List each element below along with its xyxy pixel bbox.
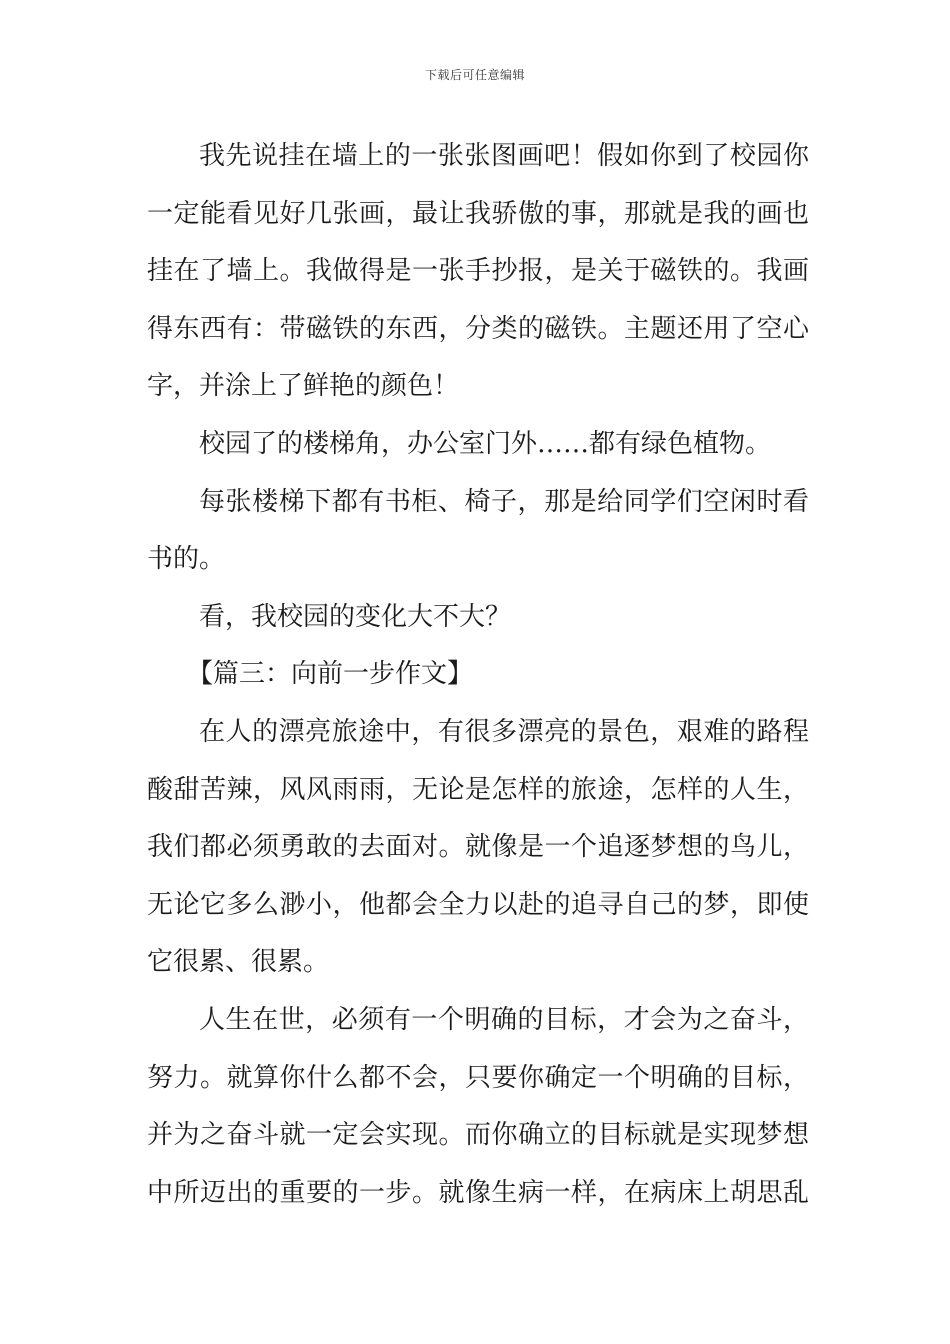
paragraph-line: 中所迈出的重要的一步。就像生病一样，在病床上胡思乱 (147, 1177, 809, 1208)
paragraph-line: 字，并涂上了鲜艳的颜色！ (147, 371, 460, 402)
paragraph-line: 我们都必须勇敢的去面对。就像是一个追逐梦想的鸟儿， (147, 832, 809, 863)
paragraph-line: 挂在了墙上。我做得是一张手抄报，是关于磁铁的。我画 (147, 256, 809, 287)
paragraph-line: 人生在世，必须有一个明确的目标，才会为之奋斗， (199, 1004, 809, 1035)
paragraph-line: 看，我校园的变化大不大？ (199, 601, 512, 632)
paragraph-line: 在人的漂亮旅途中，有很多漂亮的景色，艰难的路程 (199, 716, 809, 747)
paragraph-line: 努力。就算你什么都不会，只要你确定一个明确的目标， (147, 1062, 809, 1093)
paragraph-line: 一定能看见好几张画，最让我骄傲的事，那就是我的画也 (147, 198, 809, 229)
paragraph-line: 书的。 (147, 544, 226, 575)
page-header: 下载后可任意编辑 (424, 68, 525, 82)
paragraph-line: 校园了的楼梯角，办公室门外……都有绿色植物。 (199, 428, 772, 459)
document-body (147, 128, 809, 1222)
paragraph-line: 并为之奋斗就一定会实现。而你确立的目标就是实现梦想 (147, 1120, 809, 1151)
paragraph-line: 酸甜苦辣，风风雨雨，无论是怎样的旅途，怎样的人生， (147, 774, 809, 805)
paragraph-line: 每张楼梯下都有书柜、椅子，那是给同学们空闲时看 (199, 486, 809, 517)
paragraph-line: 无论它多么渺小，他都会全力以赴的追寻自己的梦，即使 (147, 889, 809, 920)
paragraph-line: 我先说挂在墙上的一张张图画吧！假如你到了校园你 (199, 141, 809, 171)
section-heading: 【篇三：向前一步作文】 (187, 659, 474, 690)
paragraph-line: 得东西有：带磁铁的东西，分类的磁铁。主题还用了空心 (147, 313, 809, 344)
paragraph-line: 它很累、很累。 (147, 947, 330, 978)
